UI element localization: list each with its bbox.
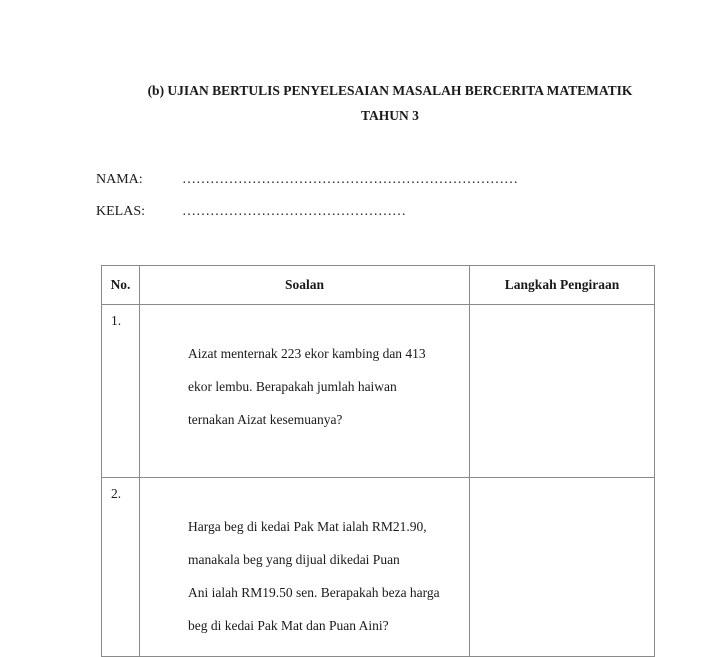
question-number: 1.: [102, 305, 140, 478]
question-line: ternakan Aizat kesemuanya?: [188, 412, 343, 427]
question-line: Ani ialah RM19.50 sen. Berapakah beza harga: [188, 585, 440, 600]
question-text: [140, 478, 469, 642]
question-line: Aizat menternak 223 ekor kambing dan 413: [188, 346, 426, 361]
nama-dotted-line: ………………………………………………………………: [182, 172, 518, 187]
table-header-row: [102, 266, 655, 305]
question-text: [140, 305, 469, 436]
question-line: beg di kedai Pak Mat dan Puan Aini?: [188, 618, 389, 633]
kelas-field: [96, 204, 406, 220]
question-number: 2.: [102, 478, 140, 657]
answer-cell[interactable]: [470, 305, 655, 478]
header-langkah-pengiraan: Langkah Pengiraan: [470, 266, 655, 305]
question-cell: [140, 305, 470, 478]
kelas-dotted-line: …………………………………………: [182, 204, 406, 219]
page-subtitle: TAHUN 3: [361, 108, 419, 123]
question-line: Harga beg di kedai Pak Mat ialah RM21.90,: [188, 519, 427, 534]
question-line: manakala beg yang dijual dikedai Puan: [188, 552, 400, 567]
header-soalan: Soalan: [140, 266, 470, 305]
page-title: (b) UJIAN BERTULIS PENYELESAIAN MASALAH BERCERITA MATEMATIK: [147, 83, 633, 98]
nama-field: [96, 172, 518, 188]
kelas-label: KELAS:: [96, 204, 145, 219]
question-line: ekor lembu. Berapakah jumlah haiwan: [188, 379, 397, 394]
question-table: [101, 265, 655, 657]
nama-label: NAMA:: [96, 172, 143, 187]
table-row: [102, 305, 655, 478]
header-no: No.: [102, 266, 140, 305]
